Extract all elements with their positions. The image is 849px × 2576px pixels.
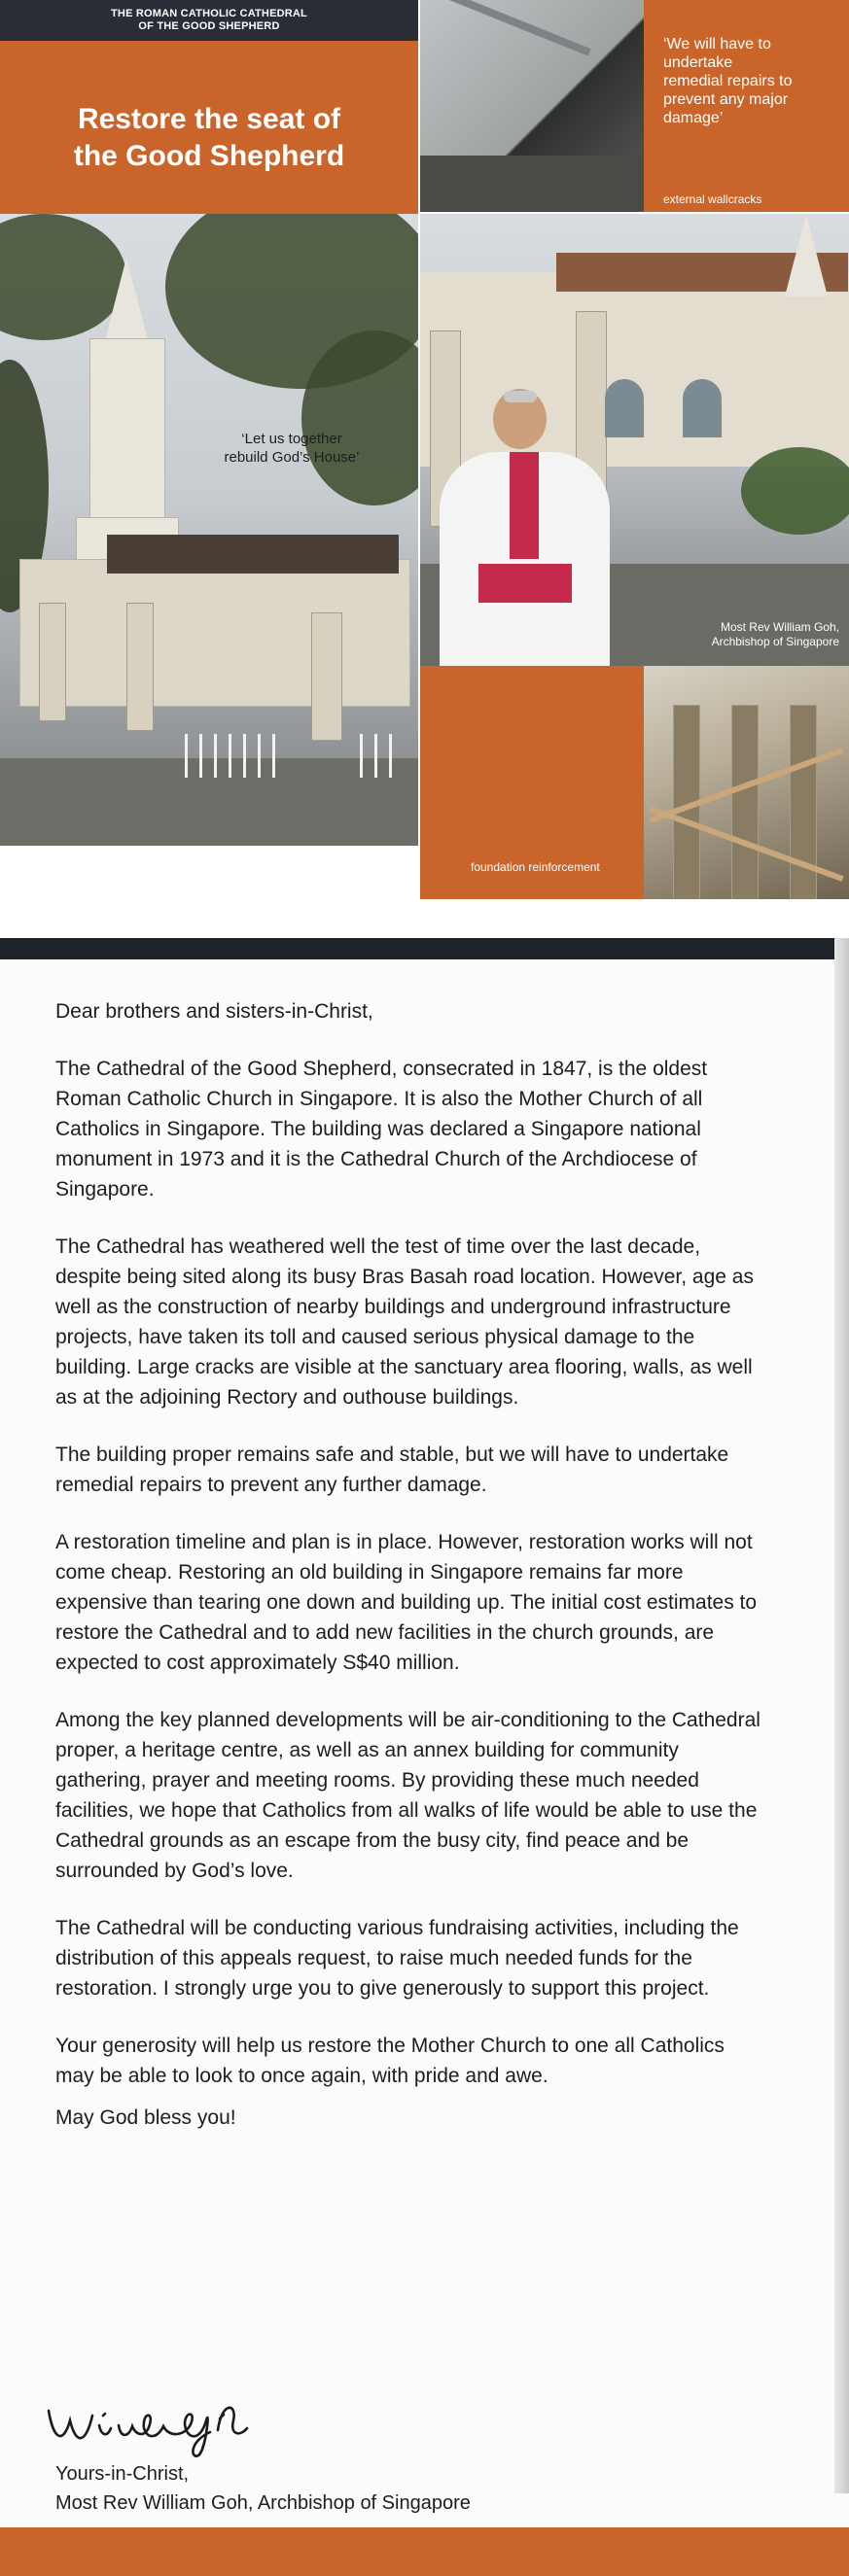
appeal-letter bbox=[0, 938, 849, 2576]
letter-paragraph: The Cathedral will be conducting various fundraising activities, including the distribution of this appeals request, to raise much needed funds for the restoration. I strongly urge you to give generously to support this project. bbox=[55, 1917, 739, 2000]
brochure-spread bbox=[0, 0, 849, 899]
letter-blessing: May God bless you! bbox=[55, 2106, 236, 2129]
letter-closing bbox=[55, 2459, 471, 2518]
handwritten-signature bbox=[39, 2382, 350, 2459]
letter-paragraph: The Cathedral of the Good Shepherd, consecrated in 1847, is the oldest Roman Catholic Church in Singapore. It is also the Mother Church of all Catholics in Singapore. The building was declared a Singapore national monument in 1973 and it is the Cathedral Church of the Archdiocese of Singapore. bbox=[55, 1058, 708, 1201]
letter-bottom-band bbox=[0, 2527, 849, 2576]
repairs-quote-line-2: undertake bbox=[663, 54, 733, 71]
cover-quote-line-1: ‘Let us together bbox=[241, 431, 342, 447]
title-line-1: Restore the seat of bbox=[77, 103, 341, 135]
letter-body bbox=[55, 996, 765, 2160]
repairs-quote-line-4: prevent any major bbox=[663, 91, 789, 108]
letter-paragraph: The Cathedral has weathered well the test of time over the last decade, despite being sited along its busy Bras Basah road location. However, age as well as the construction of nearby buildings and underground infrastructure projects, have taken its toll and caused serious physical damage to the building. Large cracks are visible at the sanctuary area flooring, walls, as well as at the adjoining Rectory and outhouse buildings. bbox=[55, 1236, 754, 1409]
page-edge bbox=[834, 938, 849, 2493]
letter-paragraph: Among the key planned developments will be air-conditioning to the Cathedral proper, a heritage centre, as well as an annex building for community gathering, prayer and meeting rooms. By providing these much needed facilities, we hope that Catholics from all walks of life would be able to use the Cathedral grounds as an escape from the busy city, find peace and be surrounded by God’s love. bbox=[55, 1709, 761, 1882]
archbishop-photo bbox=[420, 214, 849, 666]
org-line-2: OF THE GOOD SHEPHERD bbox=[138, 20, 280, 32]
letter-paragraph: The building proper remains safe and stable, but we will have to undertake remedial repairs to prevent any further damage. bbox=[55, 1444, 729, 1496]
caption-external-wallcracks: external wallcracks bbox=[663, 192, 762, 206]
letter-top-band bbox=[0, 938, 849, 959]
cover-quote-line-2: rebuild God’s House’ bbox=[224, 449, 360, 466]
repairs-quote-line-1: ‘We will have to bbox=[663, 36, 771, 52]
signatory-name: Most Rev William Goh, Archbishop of Singapore bbox=[55, 2492, 471, 2514]
closing-salutation: Yours-in-Christ, bbox=[55, 2463, 190, 2485]
repairs-quote-line-5: damage’ bbox=[663, 110, 724, 126]
cover-org-name bbox=[0, 8, 418, 33]
cover-title bbox=[0, 101, 418, 175]
archbishop-caption bbox=[712, 620, 839, 649]
archbishop-caption-line-1: Most Rev William Goh, bbox=[720, 620, 839, 634]
letter-paragraph: Your generosity will help us restore the Mother Church to one all Catholics may be able to look to once again, with pride and awe. bbox=[55, 2035, 725, 2087]
wallcracks-photo bbox=[420, 0, 644, 212]
cover-quote bbox=[195, 430, 389, 467]
caption-foundation-reinforcement: foundation reinforcement bbox=[471, 860, 600, 874]
org-line-1: THE ROMAN CATHOLIC CATHEDRAL bbox=[111, 8, 307, 19]
foundation-panel bbox=[420, 666, 644, 899]
repairs-quote-panel bbox=[644, 0, 849, 212]
letter-paragraph: A restoration timeline and plan is in place. However, restoration works will not come cheap. Restoring an old building in Singapore remains far more expensive than tearing one down and building up. The initial cost estimates to restore the Cathedral and to add new facilities in the church grounds, are expected to cost approximately S$40 million. bbox=[55, 1531, 758, 1674]
repairs-quote bbox=[663, 35, 843, 127]
repairs-quote-line-3: remedial repairs to bbox=[663, 73, 793, 89]
cover-header bbox=[0, 0, 418, 214]
title-line-2: the Good Shepherd bbox=[73, 140, 345, 172]
cathedral-photo bbox=[0, 214, 418, 846]
archbishop-caption-line-2: Archbishop of Singapore bbox=[711, 635, 839, 648]
letter-greeting: Dear brothers and sisters-in-Christ, bbox=[55, 1000, 373, 1023]
foundation-photo bbox=[644, 666, 849, 899]
